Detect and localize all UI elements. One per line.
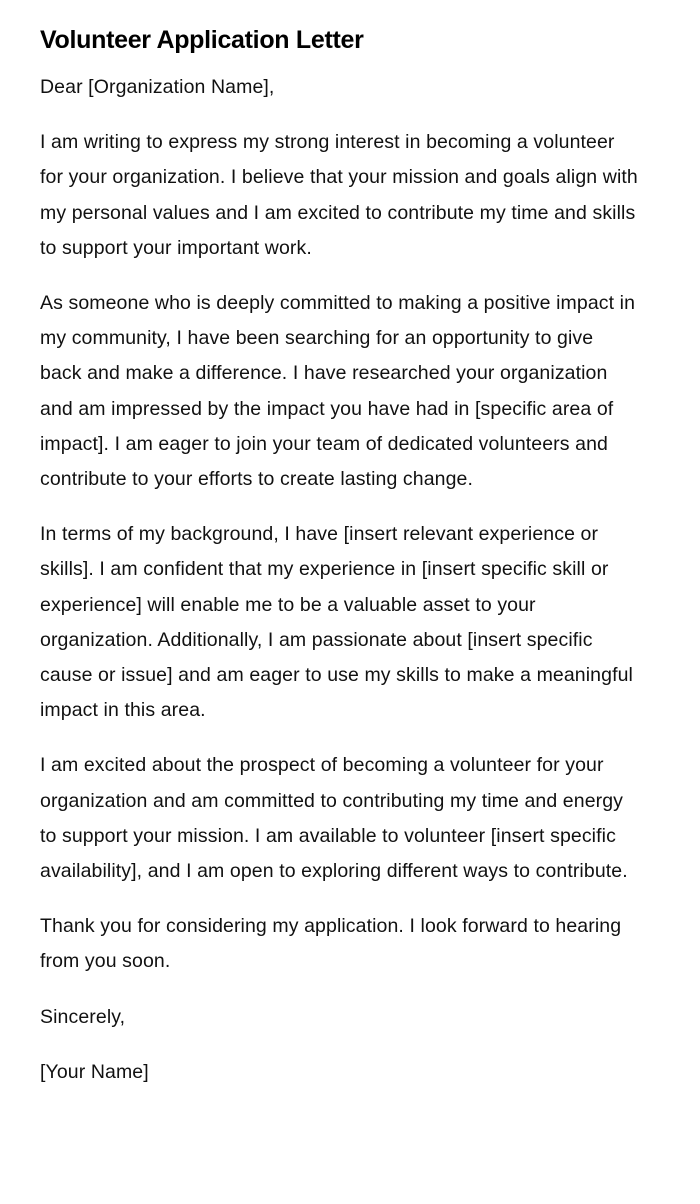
body-paragraph-3: In terms of my background, I have [insert relevant experience or skills]. I am confident that my experience in [insert specific skill or experience] will enable me to be a valuable asset to your organization. Additionally, I am passionate about [insert specific cause or issue] and am eager to use my skills to make a meaningful impact in this area. xyxy=(40,523,633,722)
salutation: Dear [Organization Name], xyxy=(40,76,275,98)
closing: Sincerely, xyxy=(40,1005,126,1028)
body-paragraph-1: I am writing to express my strong interest in becoming a volunteer for your organization. I believe that your mission and goals align with my personal values and I am excited to contribute my time and skills to support your important work. xyxy=(40,131,638,259)
body-paragraph-2: As someone who is deeply committed to making a positive impact in my community, I have been searching for an opportunity to give back and make a difference. I have researched your organization and am impressed by the impact you have had in [specific area of impact]. I am eager to join your team of dedicated volunteers and contribute to your efforts to create lasting change. xyxy=(40,292,636,491)
letter-document xyxy=(40,22,640,1110)
body-paragraph-4: I am excited about the prospect of becoming a volunteer for your organization and am committed to contributing my time and energy to support your mission. I am available to volunteer [insert specific availability], and I am open to exploring different ways to contribute. xyxy=(40,754,628,883)
letter-title: Volunteer Application Letter xyxy=(40,26,364,54)
signature: [Your Name] xyxy=(40,1060,149,1083)
body-paragraph-5: Thank you for considering my application. I look forward to hearing from you soon. xyxy=(40,915,622,973)
